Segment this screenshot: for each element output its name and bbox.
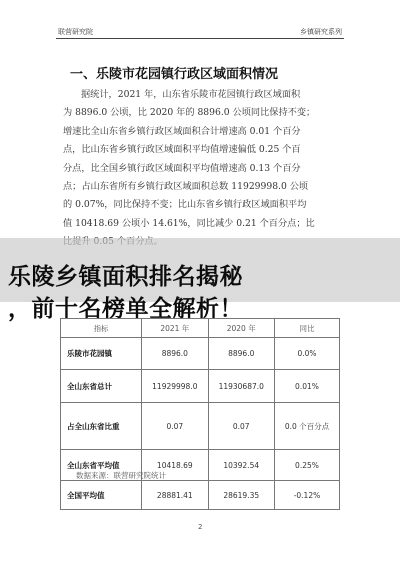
table-header-cell: 同比 (274, 319, 339, 338)
table-header-row (61, 319, 340, 338)
paragraph-line: 值 10418.69 公顷小 14.61%，同比减少 0.21 个百分点；比 (63, 217, 315, 229)
paragraph-line: 分点，比全国乡镇行政区域面积平均值增速高 0.13 个百分 (63, 162, 301, 174)
table-cell: 8896.0 (208, 338, 274, 370)
paragraph-line: 为 8896.0 公顷，比 2020 年的 8896.0 公顷同比保持不变； (63, 107, 316, 119)
table-cell: 0.07 (208, 403, 274, 450)
table-cell: 10418.69 (142, 450, 208, 481)
data-table (60, 318, 340, 510)
table-cell: 0.01% (274, 370, 339, 403)
body-paragraph (63, 86, 349, 252)
header-left: 联营研究院 (58, 28, 93, 36)
table-cell: 0.0% (274, 338, 339, 370)
table-cell: 8896.0 (142, 338, 208, 370)
table-row (61, 338, 340, 370)
paragraph-line: 增速比全山东省乡镇行政区域面积合计增速高 0.01 个百分 (63, 125, 301, 137)
table-row (61, 403, 340, 450)
table-cell: 28881.41 (142, 481, 208, 510)
table-cell: -0.12% (274, 481, 339, 510)
paragraph-line: 点，比山东省乡镇行政区域面积平均值增速偏低 0.25 个百 (63, 144, 301, 156)
page-number: 2 (198, 523, 203, 531)
table-cell: 0.25% (274, 450, 339, 481)
table-cell: 11929998.0 (142, 370, 208, 403)
row-label: 占全山东省比重 (61, 403, 142, 450)
paragraph-line: 据统计，2021 年，山东省乐陵市花园镇行政区域面积 (81, 89, 301, 100)
data-source-note: 数据来源：联营研究院统计 (76, 471, 166, 480)
table-cell: 28619.35 (208, 481, 274, 510)
table-cell: 10392.54 (208, 450, 274, 481)
table-cell: 0.0 个百分点 (274, 403, 339, 450)
banner-title-line-1: 乐陵乡镇面积排名揭秘 (8, 264, 243, 290)
row-label: 乐陵市花园镇 (61, 338, 142, 370)
table-header-cell: 指标 (61, 319, 142, 338)
table-header-cell: 2021 年 (142, 319, 208, 338)
header-right: 乡镇研究系列 (300, 28, 342, 36)
table-row (61, 481, 340, 510)
header-rule (56, 38, 344, 39)
table-cell: 11930687.0 (208, 370, 274, 403)
table-row (61, 370, 340, 403)
banner-title-line-2: ，前十名榜单全解析！ (8, 296, 243, 322)
paragraph-line: 的 0.07%，同比保持不变；比山东省乡镇行政区域面积平均 (63, 199, 307, 211)
table-cell: 0.07 (142, 403, 208, 450)
row-label: 全山东省总计 (61, 370, 142, 403)
table-header-cell: 2020 年 (208, 319, 274, 338)
row-label: 全山东省平均值 (61, 450, 142, 481)
section-title: 一、乐陵市花园镇行政区域面积情况 (70, 67, 279, 82)
row-label: 全国平均值 (61, 481, 142, 510)
paragraph-line: 点；占山东省所有乡镇行政区域面积总数 11929998.0 公顷 (63, 181, 309, 193)
